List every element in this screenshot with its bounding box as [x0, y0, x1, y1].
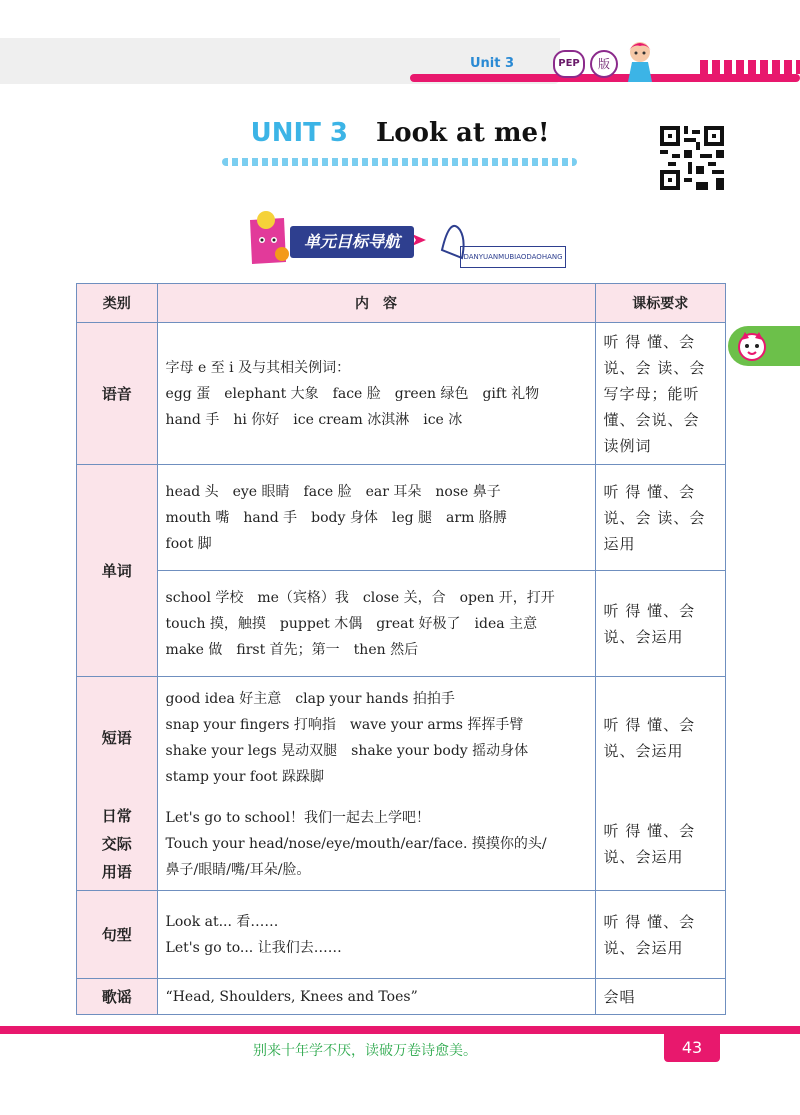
content-line: 鼻子/眼睛/嘴/耳朵/脸。: [165, 862, 311, 879]
requirement-line: 说、会运用: [603, 741, 684, 760]
header-category: 类别: [77, 284, 158, 323]
category-line: 交际: [101, 835, 132, 854]
category-cell: [77, 799, 158, 891]
category-cell: 语音: [77, 323, 158, 465]
footer-line: [0, 1026, 800, 1034]
content-line: shake your legs 晃动双腿 shake your body 摇动身体: [165, 742, 529, 759]
requirement-line: 听 得 懂、会: [603, 332, 696, 351]
table-row-phonics: [77, 323, 726, 465]
content-line: Let's go to school！我们一起去上学吧！: [165, 810, 430, 827]
content-cell: [157, 677, 595, 799]
requirement-line: 听 得 懂、会: [603, 482, 696, 501]
title-underline: [222, 158, 577, 166]
page-header: [0, 38, 800, 94]
requirement-line: 读例词: [603, 436, 652, 455]
requirement-line: 运用: [603, 534, 636, 553]
category-cell: 歌谣: [77, 979, 158, 1015]
content-cell: [157, 465, 595, 571]
content-line: 字母 e 至 i 及与其相关例词：: [165, 359, 351, 376]
table-row-chant: [77, 979, 726, 1015]
category-cell: 句型: [77, 891, 158, 979]
requirement-line: 会唱: [603, 987, 636, 1006]
content-line: hand 手 hi 你好 ice cream 冰淇淋 ice 冰: [165, 411, 463, 428]
header-checker-pattern: [700, 60, 800, 74]
requirement-line: 说、会运用: [603, 627, 684, 646]
table-header-row: [77, 284, 726, 323]
girl-mascot-icon: [620, 38, 660, 84]
edition-badge: 版: [590, 50, 618, 78]
requirement-cell: [595, 323, 725, 465]
content-line: Let's go to... 让我们去……: [165, 939, 342, 956]
content-line: Look at... 看……: [165, 913, 279, 930]
content-line: “Head, Shoulders, Knees and Toes”: [165, 988, 418, 1005]
category-line: 日常: [101, 807, 132, 826]
content-cell: [157, 323, 595, 465]
content-line: mouth 嘴 hand 手 body 身体 leg 腿 arm 胳膊: [165, 509, 507, 526]
content-line: touch 摸，触摸 puppet 木偶 great 好极了 idea 主意: [165, 615, 538, 632]
requirement-cell: [595, 677, 725, 799]
requirement-line: 听 得 懂、会: [603, 912, 696, 931]
fox-face-icon: [736, 330, 768, 362]
content-cell: [157, 979, 595, 1015]
requirement-line: 写字母；能听: [603, 384, 700, 403]
qr-code-icon[interactable]: [660, 126, 724, 190]
header-content: 内 容: [157, 284, 595, 323]
page-number: 43: [664, 1034, 720, 1062]
table-row-words-1: [77, 465, 726, 571]
requirement-line: 说、会 读、会: [603, 358, 706, 377]
content-line: egg 蛋 elephant 大象 face 脸 green 绿色 gift 礼物: [165, 385, 540, 402]
requirement-line: 听 得 懂、会: [603, 601, 696, 620]
table-row-words-2: [77, 571, 726, 677]
header-requirement: 课标要求: [595, 284, 725, 323]
table-row-sentence-patterns: [77, 891, 726, 979]
content-cell: [157, 891, 595, 979]
section-banner-pinyin: DANYUANMUBIAODAOHANG: [460, 246, 566, 268]
content-line: make 做 first 首先；第一 then 然后: [165, 641, 419, 658]
content-line: school 学校 me（宾格）我 close 关，合 open 开，打开: [165, 589, 555, 606]
requirement-cell: [595, 799, 725, 891]
section-banner-label: 单元目标导航: [290, 226, 414, 258]
content-line: Touch your head/nose/eye/mouth/ear/face. 摸摸你的头/: [165, 836, 547, 853]
requirement-cell: [595, 891, 725, 979]
footer-motto: 别来十年学不厌，读破万卷诗愈美。: [253, 1043, 477, 1059]
pep-badge: PEP: [553, 50, 585, 78]
unit-label: UNIT 3: [250, 118, 349, 148]
requirement-line: 说、会 读、会: [603, 508, 706, 527]
content-line: good idea 好主意 clap your hands 拍拍手: [165, 690, 455, 707]
requirement-cell: [595, 571, 725, 677]
requirement-line: 听 得 懂、会: [603, 822, 696, 841]
requirement-line: 听 得 懂、会: [603, 715, 696, 734]
table-row-expressions: [77, 799, 726, 891]
requirement-cell: [595, 465, 725, 571]
unit-goal-table: [76, 283, 726, 1015]
category-line: 用语: [101, 863, 132, 882]
requirement-line: 说、会运用: [603, 938, 684, 957]
content-line: snap your fingers 打响指 wave your arms 挥挥手臂: [165, 716, 524, 733]
category-cell: 短语: [77, 677, 158, 799]
category-cell: 单词: [77, 465, 158, 677]
requirement-cell: [595, 979, 725, 1015]
unit-name: Look at me!: [376, 118, 550, 148]
content-line: head 头 eye 眼睛 face 脸 ear 耳朵 nose 鼻子: [165, 483, 501, 500]
content-cell: [157, 571, 595, 677]
content-line: stamp your foot 跺跺脚: [165, 768, 325, 785]
content-line: foot 脚: [165, 535, 212, 552]
content-cell: [157, 799, 595, 891]
requirement-line: 说、会运用: [603, 848, 684, 867]
unit-tag: Unit 3: [470, 56, 515, 71]
requirement-line: 懂、会说、会: [603, 410, 700, 429]
table-row-phrases: [77, 677, 726, 799]
